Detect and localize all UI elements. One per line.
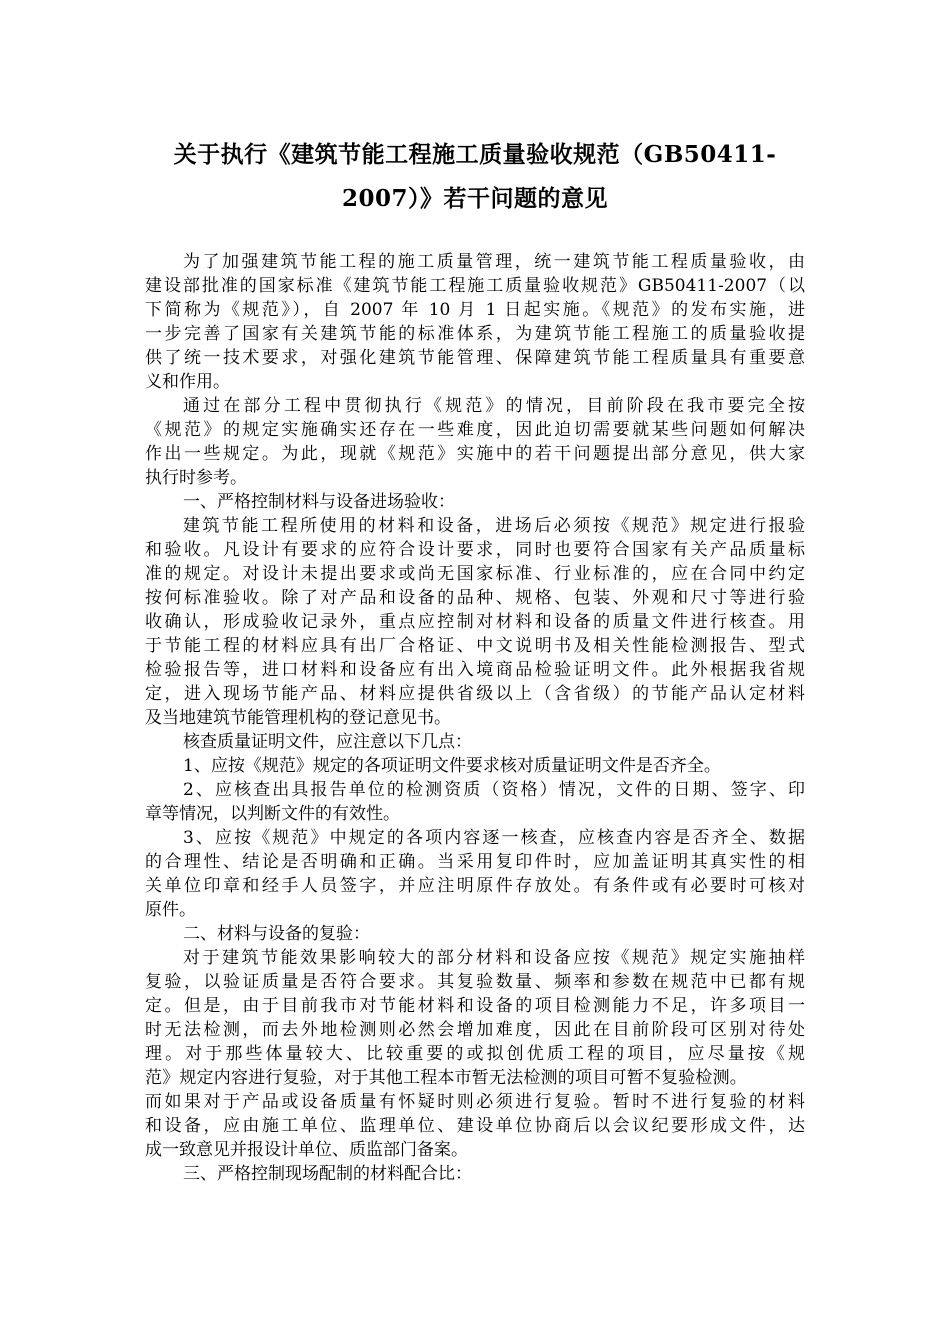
paragraph-line: 和设备，应由施工单位、监理单位、建设单位协商后以会议纪要形成文件，达	[145, 1116, 805, 1136]
list-item: 2、应核查出具报告单位的检测资质（资格）情况，文件的日期、签字、印	[183, 780, 805, 800]
paragraph-line: 收确认，形成验收记录外，重点应控制对材料和设备的质量文件进行核查。用	[145, 612, 805, 632]
paragraph-line: 通过在部分工程中贯彻执行《规范》的情况，目前阶段在我市要完全按	[183, 396, 805, 416]
paragraph-line: 供了统一技术要求，对强化建筑节能管理、保障建筑节能工程质量具有重要意	[145, 348, 805, 368]
paragraph-line: 关单位印章和经手人员签字，并应注明原件存放处。有条件或有必要时可核对	[145, 876, 805, 896]
section-heading: 二、材料与设备的复验：	[183, 924, 370, 944]
paragraph-line: 作出一些规定。为此，现就《规范》实施中的若干问题提出部分意见，供大家	[145, 444, 805, 464]
title-line-2: 2007）》若干问题的意见	[341, 185, 608, 212]
title-line-1: 关于执行《建筑节能工程施工质量验收规范（GB50411-	[173, 141, 777, 168]
list-item: 1、应按《规范》规定的各项证明文件要求核对质量证明文件是否齐全。	[183, 756, 721, 776]
paragraph-line: 及当地建筑节能管理机构的登记意见书。	[145, 708, 451, 728]
paragraph-line: 《规范》的规定实施确实还存在一些难度，因此迫切需要就某些问题如何解决	[145, 420, 805, 440]
paragraph-line: 而如果对于产品或设备质量有怀疑时则必须进行复验。暂时不进行复验的材料	[145, 1092, 805, 1112]
paragraph-line: 于节能工程的材料应具有出厂合格证、中文说明书及相关性能检测报告、型式	[145, 636, 805, 656]
paragraph-line: 一步完善了国家有关建筑节能的标准体系，为建筑节能工程施工的质量验收提	[145, 324, 805, 344]
paragraph-line: 定，进入现场节能产品、材料应提供省级以上（含省级）的节能产品认定材料	[145, 684, 805, 704]
paragraph-line: 理。对于那些体量较大、比较重要的或拟创优质工程的项目，应尽量按《规	[145, 1044, 805, 1064]
paragraph-line: 下简称为《规范》），自 2007 年 10 月 1 日起实施。《规范》的发布实施，进	[145, 300, 805, 320]
paragraph-line: 的合理性、结论是否明确和正确。当采用复印件时，应加盖证明其真实性的相	[145, 852, 805, 872]
paragraph-line: 对于建筑节能效果影响较大的部分材料和设备应按《规范》规定实施抽样	[183, 948, 805, 968]
paragraph-line: 成一致意见并报设计单位、质监部门备案。	[145, 1140, 468, 1160]
paragraph-line: 章等情况，以判断文件的有效性。	[145, 804, 400, 824]
paragraph-line: 建设部批准的国家标准《建筑节能工程施工质量验收规范》GB50411-2007（以	[145, 276, 805, 296]
paragraph-line: 执行时参考。	[145, 468, 247, 488]
paragraph-line: 原件。	[145, 900, 196, 920]
paragraph-line: 核查质量证明文件，应注意以下几点：	[183, 732, 472, 752]
paragraph-line: 按何标准验收。除了对产品和设备的品种、规格、包装、外观和尺寸等进行验	[145, 588, 805, 608]
paragraph-line: 为了加强建筑节能工程的施工质量管理，统一建筑节能工程质量验收，由	[183, 252, 805, 272]
paragraph-line: 复验，以验证质量是否符合要求。其复验数量、频率和参数在规范中已都有规	[145, 972, 805, 992]
paragraph-line: 义和作用。	[145, 372, 230, 392]
document-title	[145, 133, 805, 221]
paragraph-line: 建筑节能工程所使用的材料和设备，进场后必须按《规范》规定进行报验	[183, 516, 805, 536]
section-heading: 三、严格控制现场配制的材料配合比：	[183, 1164, 472, 1184]
paragraph-line: 定。但是，由于目前我市对节能材料和设备的项目检测能力不足，许多项目一	[145, 996, 805, 1016]
paragraph-line: 范》规定内容进行复验，对于其他工程本市暂无法检测的项目可暂不复验检测。	[145, 1068, 747, 1088]
paragraph-line: 和验收。凡设计有要求的应符合设计要求，同时也要符合国家有关产品质量标	[145, 540, 805, 560]
document-body	[145, 250, 805, 1186]
list-item: 3、应按《规范》中规定的各项内容逐一核查，应核查内容是否齐全、数据	[183, 828, 805, 848]
paragraph-line: 准的规定。对设计未提出要求或尚无国家标准、行业标准的，应在合同中约定	[145, 564, 805, 584]
paragraph-line: 时无法检测，而去外地检测则必然会增加难度，因此在目前阶段可区别对待处	[145, 1020, 805, 1040]
section-heading: 一、严格控制材料与设备进场验收：	[183, 492, 455, 512]
paragraph-line: 检验报告等，进口材料和设备应有出入境商品检验证明文件。此外根据我省规	[145, 660, 805, 680]
